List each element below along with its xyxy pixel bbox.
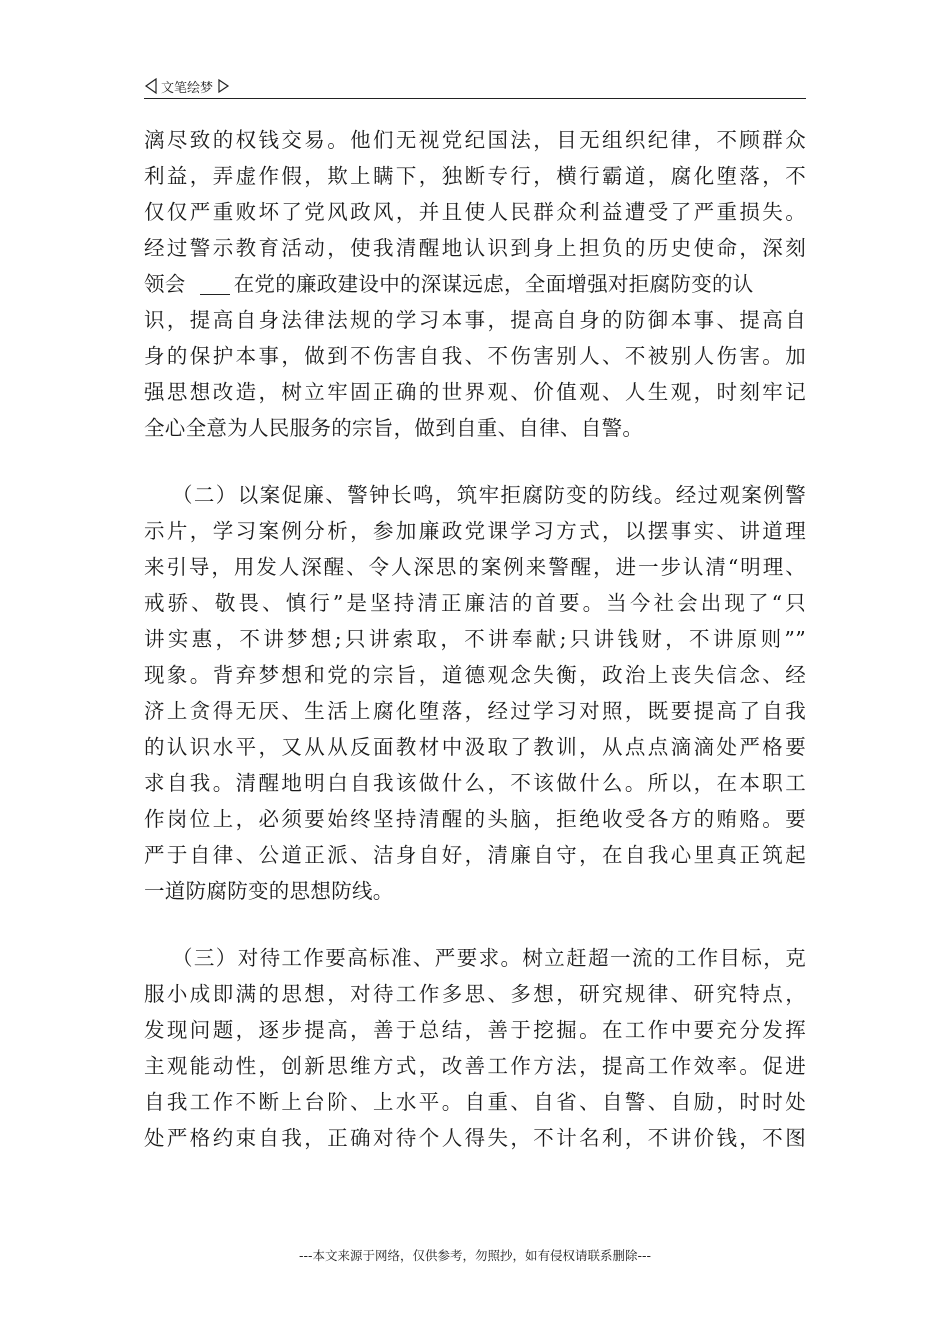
text-line: 严于自律、公道正派、洁身自好，清廉自守，在自我心里真正筑起 bbox=[144, 843, 806, 867]
paragraph-gap bbox=[144, 909, 806, 940]
fill-in-blank bbox=[200, 274, 230, 295]
text-line: 求自我。清醒地明白自我该做什么，不该做什么。所以，在本职工 bbox=[144, 771, 806, 795]
text-line-with-blank bbox=[144, 266, 806, 302]
text-line: 处严格约束自我，正确对待个人得失，不计名利，不讲价钱，不图 bbox=[144, 1126, 806, 1150]
text-line: 现象。背弃梦想和党的宗旨，道德观念失衡，政治上丧失信念、经 bbox=[144, 663, 806, 687]
text-line: 示片，学习案例分析，参加廉政党课学习方式，以摆事实、讲道理 bbox=[144, 519, 806, 543]
page-footer: ---本文来源于网络，仅供参考，勿照抄，如有侵权请联系删除--- bbox=[298, 1248, 652, 1263]
document-body bbox=[144, 122, 806, 1156]
text-line: 经过警示教育活动，使我清醒地认识到身上担负的历史使命，深刻 bbox=[144, 236, 806, 260]
text-line: 的认识水平，又从从反面教材中汲取了教训，从点点滴滴处严格要 bbox=[144, 735, 806, 759]
paragraph-gap bbox=[144, 446, 806, 477]
text-line: 济上贪得无厌、生活上腐化堕落，经过学习对照，既要提高了自我 bbox=[144, 699, 806, 723]
text-line: 主观能动性，创新思维方式，改善工作方法，提高工作效率。促进 bbox=[144, 1054, 806, 1078]
text-line: 服小成即满的思想，对待工作多思、多想，研究规律、研究特点， bbox=[144, 982, 806, 1006]
text-line: 全心全意为人民服务的宗旨，做到自重、自律、自警。 bbox=[144, 416, 644, 440]
text-line: 强思想改造，树立牢固正确的世界观、价值观、人生观，时刻牢记 bbox=[144, 380, 806, 404]
paragraph-first-line: （二）以案促廉、警钟长鸣，筑牢拒腐防变的防线。经过观案例警 bbox=[172, 483, 806, 507]
text-line: 识，提高自身法律法规的学习本事，提高自身的防御本事、提高自 bbox=[144, 308, 806, 332]
text-line: 戒骄、敬畏、慎行”是坚持清正廉洁的首要。当今社会出现了“只 bbox=[144, 591, 806, 615]
text-line: 漓尽致的权钱交易。他们无视党纪国法，目无组织纪律，不顾群众 bbox=[144, 128, 806, 152]
text-fragment: 在党的廉政建设中的深谋远虑，全面增强对拒腐防变的认 bbox=[233, 272, 754, 296]
text-line: 一道防腐防变的思想防线。 bbox=[144, 879, 394, 903]
text-line: 作岗位上，必须要始终坚持清醒的头脑，拒绝收受各方的贿赂。要 bbox=[144, 807, 806, 831]
text-line: 利益，弄虚作假，欺上瞒下，独断专行，横行霸道，腐化堕落，不 bbox=[144, 164, 806, 188]
text-line: 发现问题，逐步提高，善于总结，善于挖掘。在工作中要充分发挥 bbox=[144, 1018, 806, 1042]
left-triangle-icon bbox=[144, 77, 158, 95]
text-fragment: 领会 bbox=[144, 272, 186, 296]
text-line: 自我工作不断上台阶、上水平。自重、自省、自警、自励，时时处 bbox=[144, 1090, 806, 1114]
text-line: 讲实惠，不讲梦想;只讲索取，不讲奉献;只讲钱财，不讲原则”” bbox=[144, 627, 806, 651]
right-triangle-icon bbox=[217, 77, 231, 95]
text-line: 来引导，用发人深醒、令人深思的案例来警醒，进一步认清“明理、 bbox=[144, 555, 806, 579]
text-line: 身的保护本事，做到不伤害自我、不伤害别人、不被别人伤害。加 bbox=[144, 344, 806, 368]
header-title: 文笔绘梦 bbox=[161, 80, 214, 96]
paragraph-first-line: （三）对待工作要高标准、严要求。树立赶超一流的工作目标，克 bbox=[172, 946, 806, 970]
page-header bbox=[144, 74, 806, 99]
text-line: 仅仅严重败坏了党风政风，并且使人民群众利益遭受了严重损失。 bbox=[144, 200, 806, 224]
